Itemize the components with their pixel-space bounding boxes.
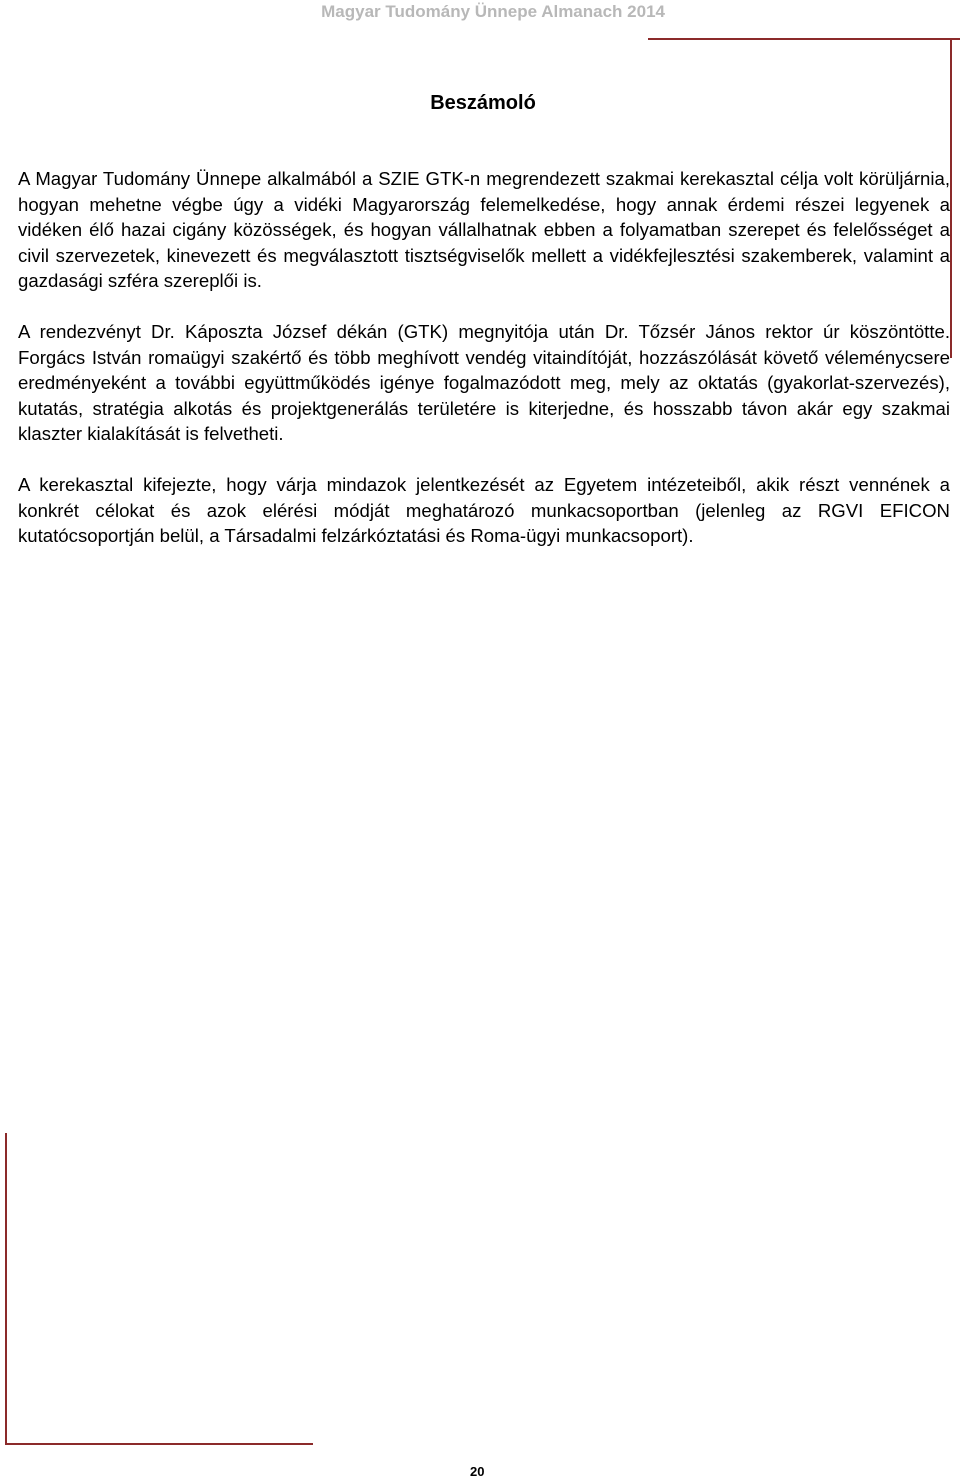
header-rule-vertical bbox=[950, 38, 952, 358]
running-header: Magyar Tudomány Ünnepe Almanach 2014 bbox=[321, 2, 665, 21]
paragraph-1: A Magyar Tudomány Ünnepe alkalmából a SZIE GTK-n megrendezett szakmai kerekasztal célja volt körüljárnia, hogyan mehetne végbe úgy a vidéki Magyarország felemelkedése, hogy annak érdemi részei legyenek a vidéken élő hazai cigány közösségek, és hogyan vállalhatnak ebben a folyamatban szerepet és felelősséget a civil szervezetek, kinevezett és megválasztott tisztségviselők mellett a vidékfejlesztési szakemberek, valamint a gazdasági szféra szereplői is. bbox=[18, 168, 950, 292]
page-title: Beszámoló bbox=[430, 92, 536, 114]
paragraph-2: A rendezvényt Dr. Káposzta József dékán (GTK) megnyitója után Dr. Tőzsér János rektor úr köszöntötte. Forgács István romaügyi szakértő és több meghívott vendég vitaindítóját, hozzászólását követő véleménycsere eredményeként a további együttműködés igénye fogalmazódott meg, mely az oktatás (gyakorlat-szervezés), kutatás, stratégia alkotás és projektgenerálás területére is kiterjedne, és hosszabb távon akár egy szakmai klaszter kialakítását is felvetheti. bbox=[18, 320, 950, 445]
footer-rule-horizontal bbox=[5, 1443, 313, 1445]
body-text bbox=[18, 166, 950, 549]
header-rule-horizontal bbox=[648, 38, 960, 40]
page-number: 20 bbox=[470, 1464, 485, 1479]
paragraph-3: A kerekasztal kifejezte, hogy várja mindazok jelentkezését az Egyetem intézeteiből, akik részt vennének a konkrét célokat és azok elérési módját meghatározó munkacsoportban (jelenleg az RGVI EFICON kutatócsoportján belül, a Társadalmi felzárkóztatási és Roma-ügyi munkacsoport). bbox=[18, 473, 950, 547]
footer-rule-vertical bbox=[5, 1133, 7, 1445]
